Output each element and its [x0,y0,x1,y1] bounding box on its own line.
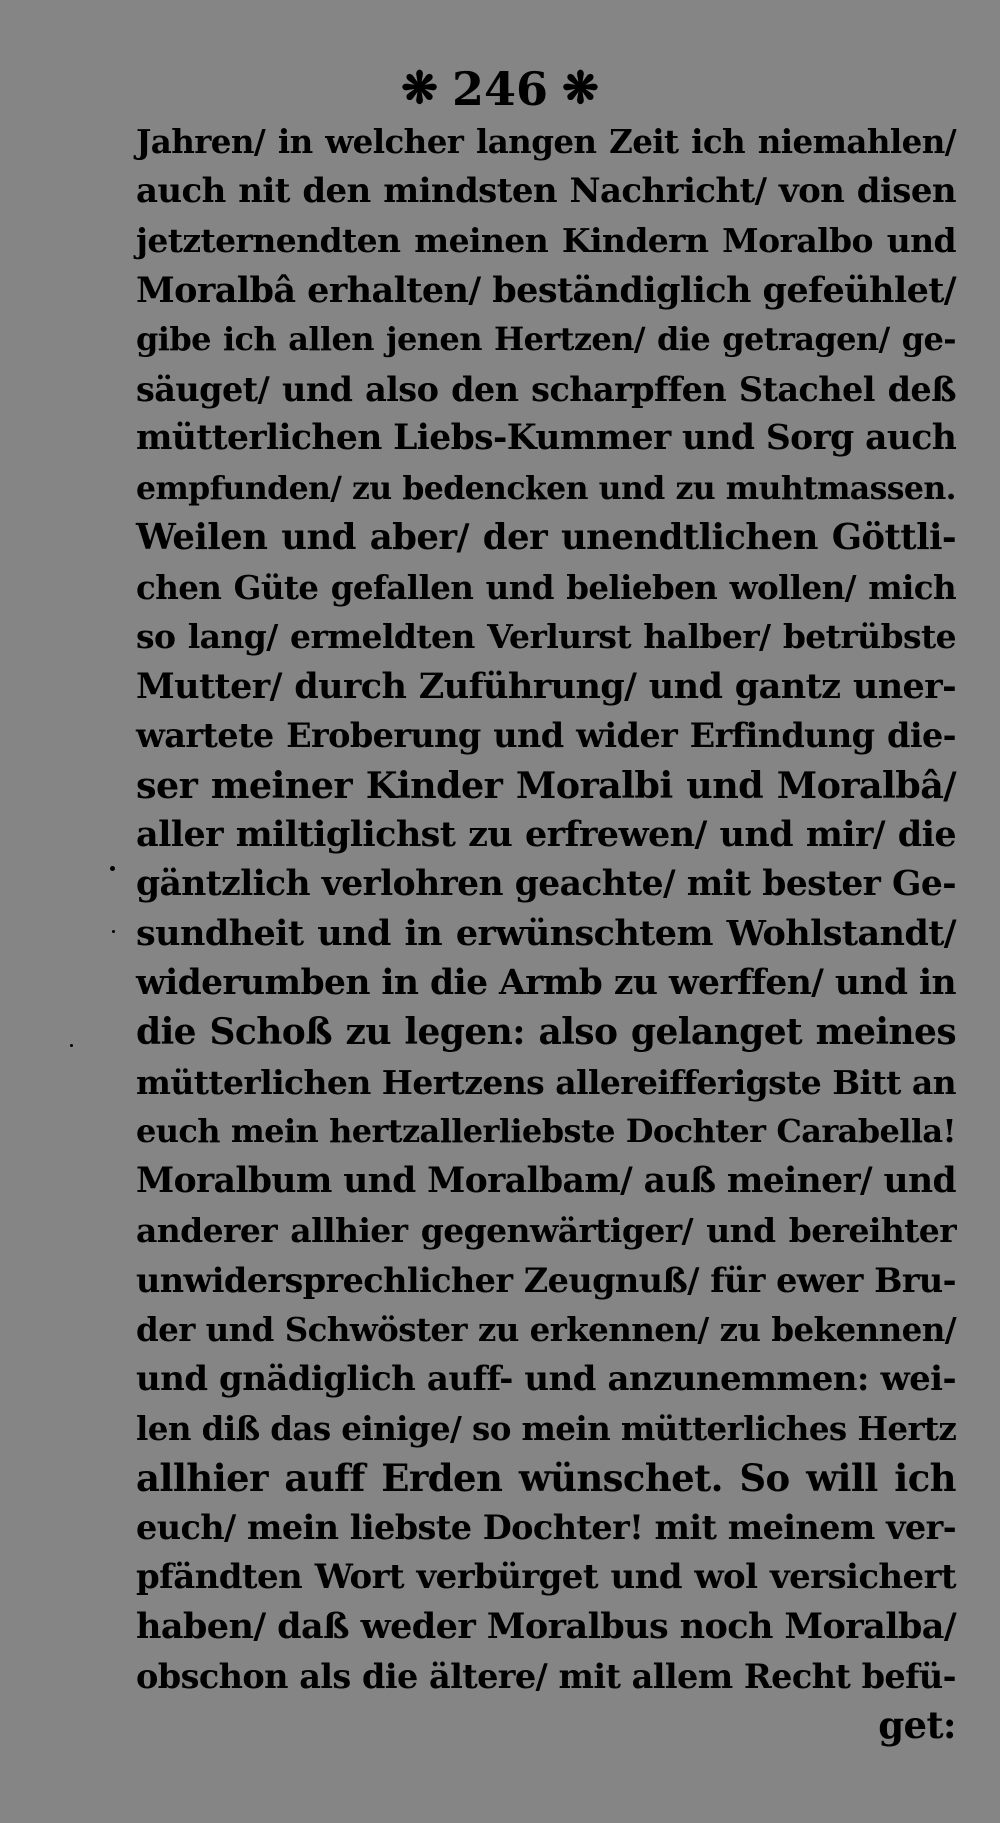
page-header [0,58,1000,116]
text-line: anderer allhier gegenwärtiger/ und bereihter [136,1211,956,1250]
text-line: aller miltiglichst zu erfrewen/ und mir/ die [136,814,956,855]
text-line: empfunden/ zu bedencken und zu muhtmassen. [136,469,956,507]
text-line: chen Güte gefallen und belieben wollen/ mich [136,567,956,607]
body-text [136,117,956,1751]
text-line: obschon als die ältere/ mit allem Recht befü- [136,1656,956,1696]
ink-speck [110,866,115,871]
text-line: so lang/ ermeldten Verlurst halber/ betrübste [136,617,956,656]
ink-speck [112,930,115,933]
text-line: Mutter/ durch Zuführung/ und gantz uner- [136,665,956,707]
text-line: jetzternendten meinen Kindern Moralbo und [136,221,956,260]
text-line: pfändten Wort verbürget und wol versichert [136,1556,956,1597]
ink-speck [70,1044,73,1047]
text-line: widerumben in die Armb zu werffen/ und in [136,962,956,1003]
text-line: der und Schwöster zu erkennen/ zu bekennen/ [136,1310,956,1349]
text-line: unwidersprechlicher Zeugnuß/ für ewer Bru- [136,1260,956,1300]
text-line: get: [878,1703,956,1747]
ornament-right-icon: ❋ [562,63,599,114]
ornament-left-icon: ❋ [401,63,438,114]
text-line: die Schoß zu legen: also gelanget meines [136,1011,956,1053]
text-line: säuget/ und also den scharpffen Stachel deß [136,369,956,409]
text-line: Jahren/ in welcher langen Zeit ich niemahlen/ [136,122,956,161]
text-line: ser meiner Kinder Moralbi und Moralbâ/ [136,763,956,807]
text-line: euch/ mein liebste Dochter! mit meinem ver- [136,1508,956,1547]
text-line: gäntzlich verlohren geachte/ mit bester Ge- [136,863,956,904]
text-line: Weilen und aber/ der unendtlichen Göttli- [136,517,956,558]
text-line: und gnädiglich auff- und anzunemmen: wei- [136,1358,956,1399]
text-line: Moralbum und Moralbam/ auß meiner/ und [136,1160,956,1201]
text-line: wartete Eroberung und wider Erfindung die- [136,716,956,755]
text-line: Moralbâ erhalten/ beständiglich gefeühlet/ [136,269,956,311]
text-line: len diß das einige/ so mein mütterliches Hertz [136,1409,957,1448]
text-line: sundheit und in erwünschtem Wohlstandt/ [136,913,956,954]
text-line: auch nit den mindsten Nachricht/ von disen [136,170,956,211]
page-number: 246 [451,62,549,116]
text-line: haben/ daß weder Moralbus noch Moralba/ [136,1606,957,1647]
text-line: allhier auff Erden wünschet. So will ich [136,1455,956,1500]
text-line: mütterlichen Hertzens allereifferigste Bitt an [136,1062,956,1102]
text-line: gibe ich allen jenen Hertzen/ die getragen/ ge- [136,320,956,358]
text-line: euch mein hertzallerliebste Dochter Carabella! [136,1112,956,1150]
text-line: mütterlichen Liebs-Kummer und Sorg auch [136,418,957,458]
